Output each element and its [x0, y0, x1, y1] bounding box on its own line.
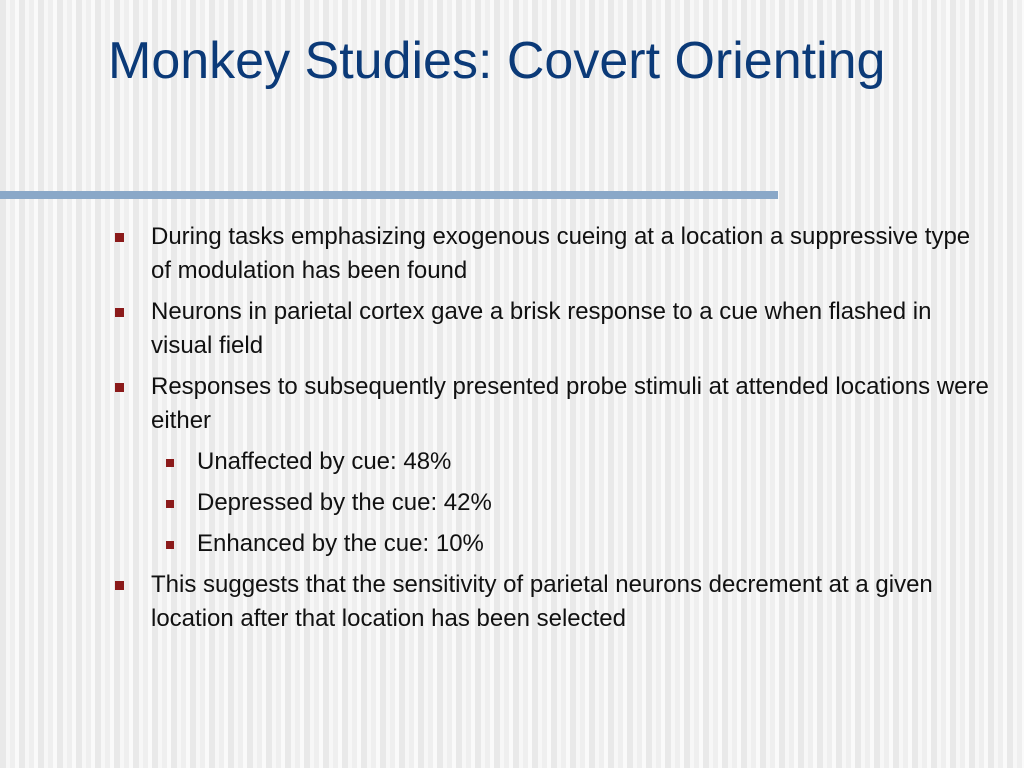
bullet-item: [110, 295, 990, 363]
bullet-text: This suggests that the sensitivity of parietal neurons decrement at a given location after that location has been selected: [151, 571, 933, 632]
sub-bullet-item: [156, 527, 990, 561]
square-bullet-icon: [115, 383, 124, 392]
bullet-item: [110, 370, 990, 438]
sub-bullet-text: Unaffected by cue: 48%: [197, 448, 452, 475]
slide-title: Monkey Studies: Covert Orienting: [108, 32, 886, 90]
sub-bullet-item: [156, 445, 990, 479]
sub-bullet-item: [156, 486, 990, 520]
title-divider: [0, 191, 778, 199]
bullet-item: [110, 220, 990, 288]
sub-bullet-text: Enhanced by the cue: 10%: [197, 530, 484, 557]
square-bullet-icon: [115, 233, 124, 242]
bullet-list: [110, 220, 990, 643]
square-bullet-icon: [166, 459, 174, 467]
square-bullet-icon: [166, 500, 174, 508]
square-bullet-icon: [166, 541, 174, 549]
square-bullet-icon: [115, 581, 124, 590]
bullet-text: During tasks emphasizing exogenous cueing at a location a suppressive type of modulation has been found: [151, 223, 971, 284]
bullet-text: Neurons in parietal cortex gave a brisk response to a cue when flashed in visual field: [151, 298, 932, 359]
sub-bullet-text: Depressed by the cue: 42%: [197, 489, 492, 516]
bullet-item: [110, 568, 990, 636]
bullet-text: Responses to subsequently presented probe stimuli at attended locations were either: [151, 373, 989, 434]
square-bullet-icon: [115, 308, 124, 317]
